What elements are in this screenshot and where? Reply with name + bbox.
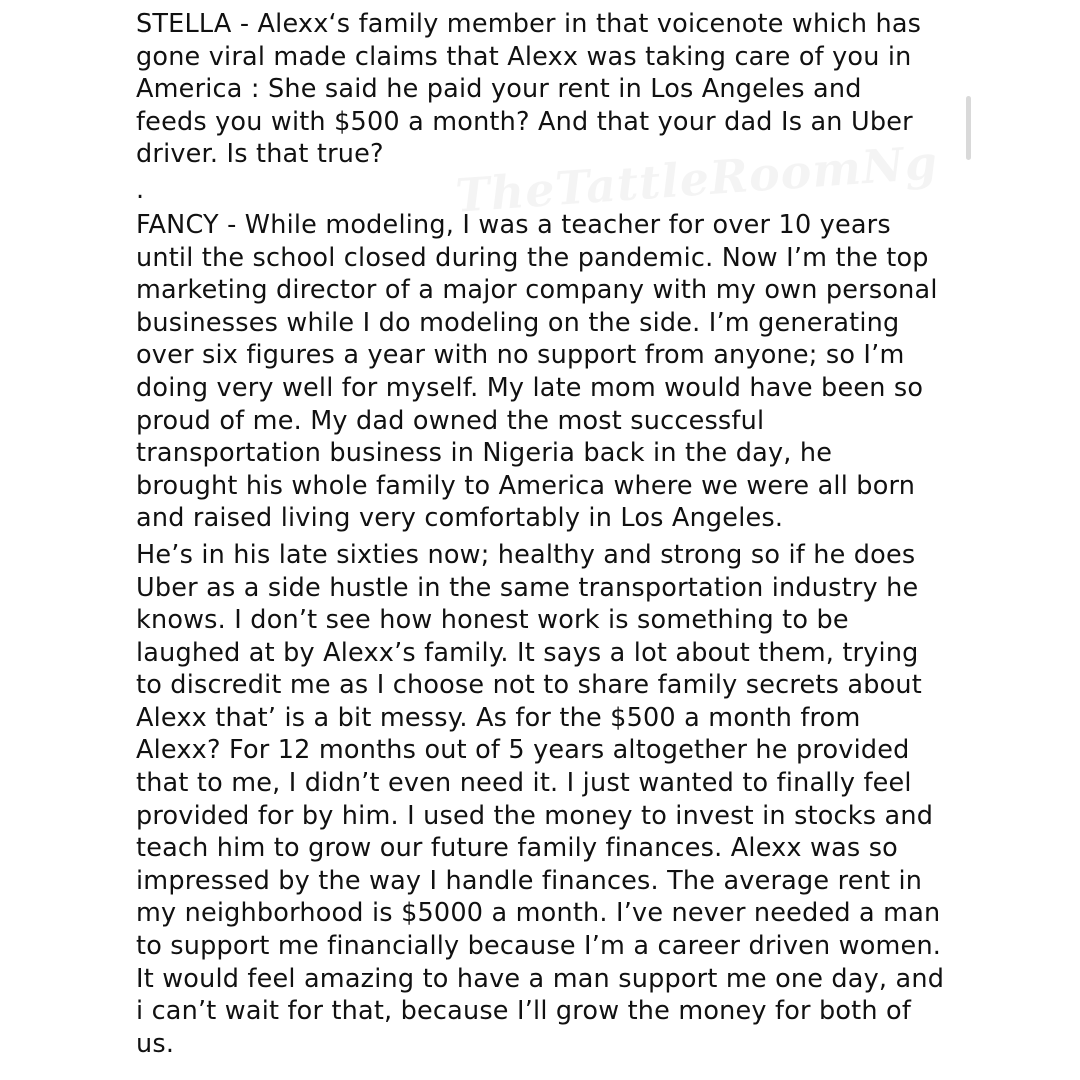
separator-dot: . <box>136 174 145 205</box>
fancy-answer-part-1: FANCY - While modeling, I was a teacher for over 10 years until the school closed during the pandemic. Now I’m the top marketing director of a major company with my own personal businesses while I do modeling on the side. I’m generating over six figures a year with no support from anyone; so I’m doing very well for myself. My late mom would have been so proud of me. My dad owned the most successful transportation business in Nigeria back in the day, he brought his whole family to America where we were all born and raised living very comfortably in Los Angeles. <box>136 209 938 534</box>
text-block <box>136 8 966 1060</box>
stella-question: STELLA - Alexx‘s family member in that voicenote which has gone viral made claims that Alexx was taking care of you in America : She said he paid your rent in Los Angeles and feeds you with $500 a month? And that your dad Is an Uber driver. Is that true? <box>136 9 922 170</box>
fancy-answer-part-2: He’s in his late sixties now; healthy and strong so if he does Uber as a side hustle in the same transportation industry he knows. I don’t see how honest work is something to be laughed at by Alexx’s family. It says a lot about them, trying to discredit me as I choose not to share family secrets about Alexx that’ is a bit messy. As for the $500 a month from Alexx? For 12 months out of 5 years altogether he provided that to me, I didn’t even need it. I just wanted to finally feel provided for by him. I used the money to invest in stocks and teach him to grow our future family finances. Alexx was so impressed by the way I handle finances. The average rent in my neighborhood is $5000 a month. I’ve never needed a man to support me financially because I’m a career driven women. It would feel amazing to have a man support me one day, and i can’t wait for that, because I’ll grow the money for both of us. <box>136 539 945 1059</box>
scroll-indicator[interactable] <box>966 96 971 160</box>
